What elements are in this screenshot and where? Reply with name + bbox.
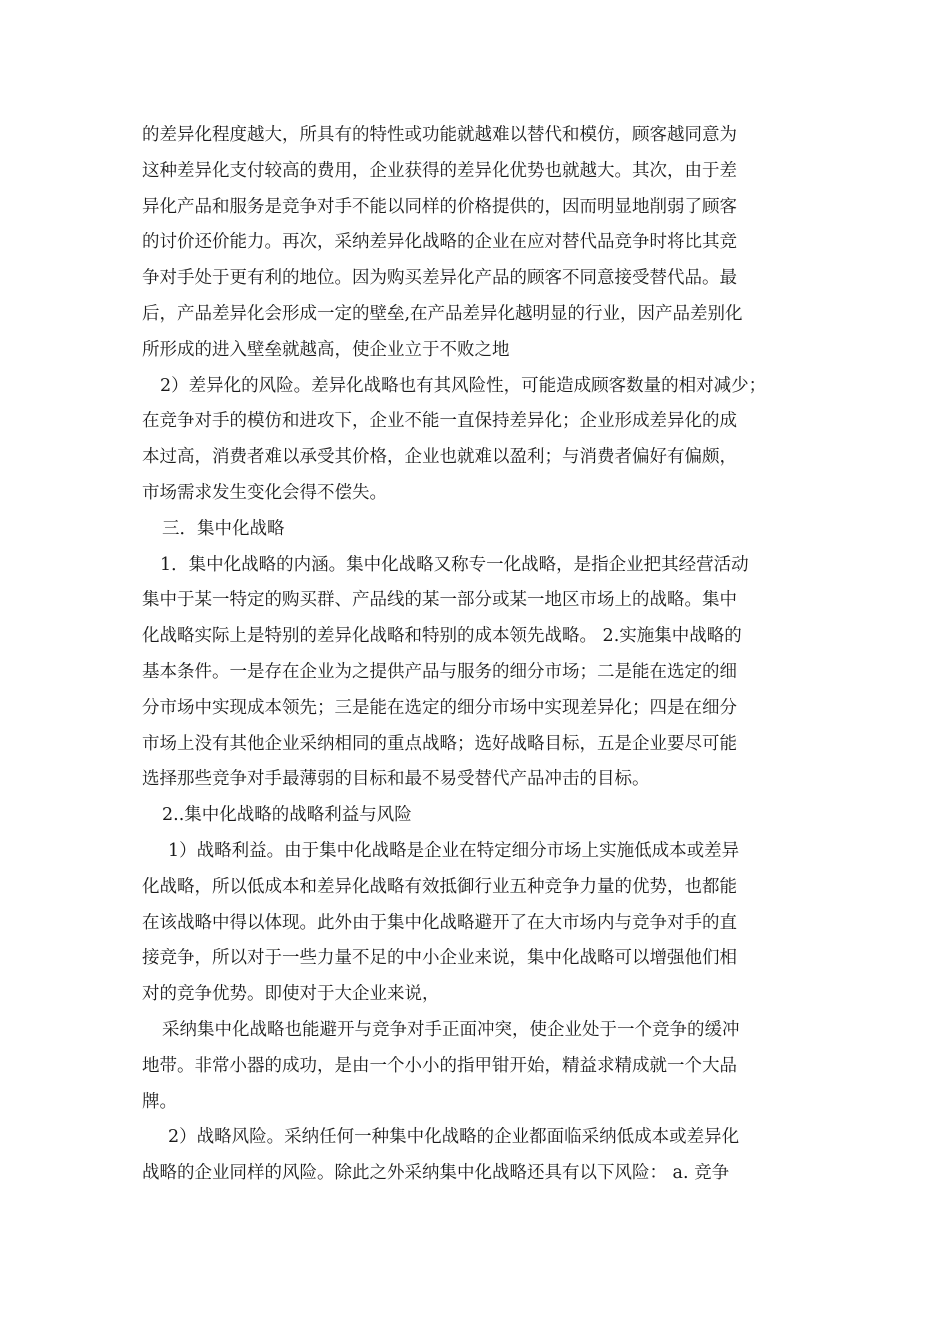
- text-line: 本过高，消费者难以承受其价格，企业也就难以盈利；与消费者偏好有偏颇，: [142, 447, 737, 468]
- text-line: 选择那些竞争对手最薄弱的目标和最不易受替代产品冲击的目标。: [142, 769, 650, 790]
- text-line: 集中于某一特定的购买群、产品线的某一部分或某一地区市场上的战略。集中: [142, 590, 737, 611]
- text-line: 的差异化程度越大，所具有的特性或功能就越难以替代和模仿，顾客越同意为: [142, 125, 737, 145]
- text-line: 化战略实际上是特别的差异化战略和特别的成本领先战略。 2.实施集中战略的: [142, 626, 742, 647]
- text-line: 在该战略中得以体现。此外由于集中化战略避开了在大市场内与竞争对手的直: [142, 912, 737, 933]
- text-line: 异化产品和服务是竞争对手不能以同样的价格提供的，因而明显地削弱了顾客: [142, 196, 737, 217]
- document-body: [142, 118, 822, 1192]
- text-line: 对的竞争优势。即使对于大企业来说，: [142, 984, 440, 1005]
- text-line: 市场上没有其他企业采纳相同的重点战略；选好战略目标，五是企业要尽可能: [142, 733, 737, 754]
- text-line: 战略的企业同样的风险。除此之外采纳集中化战略还具有以下风险： a. 竞争: [142, 1163, 730, 1184]
- text-line: 所形成的进入壁垒就越高，使企业立于不败之地: [142, 339, 510, 360]
- text-line: 在竞争对手的模仿和进攻下，企业不能一直保持差异化；企业形成差异化的成: [142, 411, 737, 432]
- text-line: 基本条件。一是存在企业为之提供产品与服务的细分市场；二是能在选定的细: [142, 661, 737, 682]
- text-line: 采纳集中化战略也能避开与竞争对手正面冲突，使企业处于一个竞争的缓冲: [162, 1019, 740, 1040]
- text-line: 地带。非常小器的成功，是由一个小小的指甲钳开始，精益求精成就一个大品: [142, 1055, 737, 1076]
- text-line: 2）差异化的风险。差异化战略也有其风险性，可能造成顾客数量的相对减少；: [160, 375, 767, 396]
- text-line: 的讨价还价能力。再次，采纳差异化战略的企业在应对替代品竞争时将比其竞: [142, 232, 737, 253]
- text-line: 后，产品差异化会形成一定的壁垒,在产品差异化越明显的行业，因产品差别化: [142, 303, 743, 324]
- section-heading: 三．集中化战略: [162, 518, 285, 539]
- text-line: 这种差异化支付较高的费用，企业获得的差异化优势也就越大。其次，由于差: [142, 160, 737, 181]
- text-line: 1．集中化战略的内涵。集中化战略又称专一化战略，是指企业把其经营活动: [160, 554, 749, 575]
- text-line: 2）战略风险。采纳任何一种集中化战略的企业都面临采纳低成本或差异化: [168, 1127, 740, 1148]
- text-line: 市场需求发生变化会得不偿失。: [142, 482, 387, 503]
- text-line: 分市场中实现成本领先；三是能在选定的细分市场中实现差异化；四是在细分: [142, 697, 737, 718]
- text-line: 接竞争，所以对于一些力量不足的中小企业来说，集中化战略可以增强他们相: [142, 948, 737, 969]
- text-line: 1）战略利益。由于集中化战略是企业在特定细分市场上实施低成本或差异: [168, 840, 740, 861]
- text-line: 化战略，所以低成本和差异化战略有效抵御行业五种竞争力量的优势，也都能: [142, 876, 737, 897]
- subsection-heading: 2..集中化战略的战略利益与风险: [162, 805, 412, 826]
- text-line: 争对手处于更有利的地位。因为购买差异化产品的顾客不同意接受替代品。最: [142, 268, 737, 289]
- text-line: 牌。: [142, 1091, 177, 1112]
